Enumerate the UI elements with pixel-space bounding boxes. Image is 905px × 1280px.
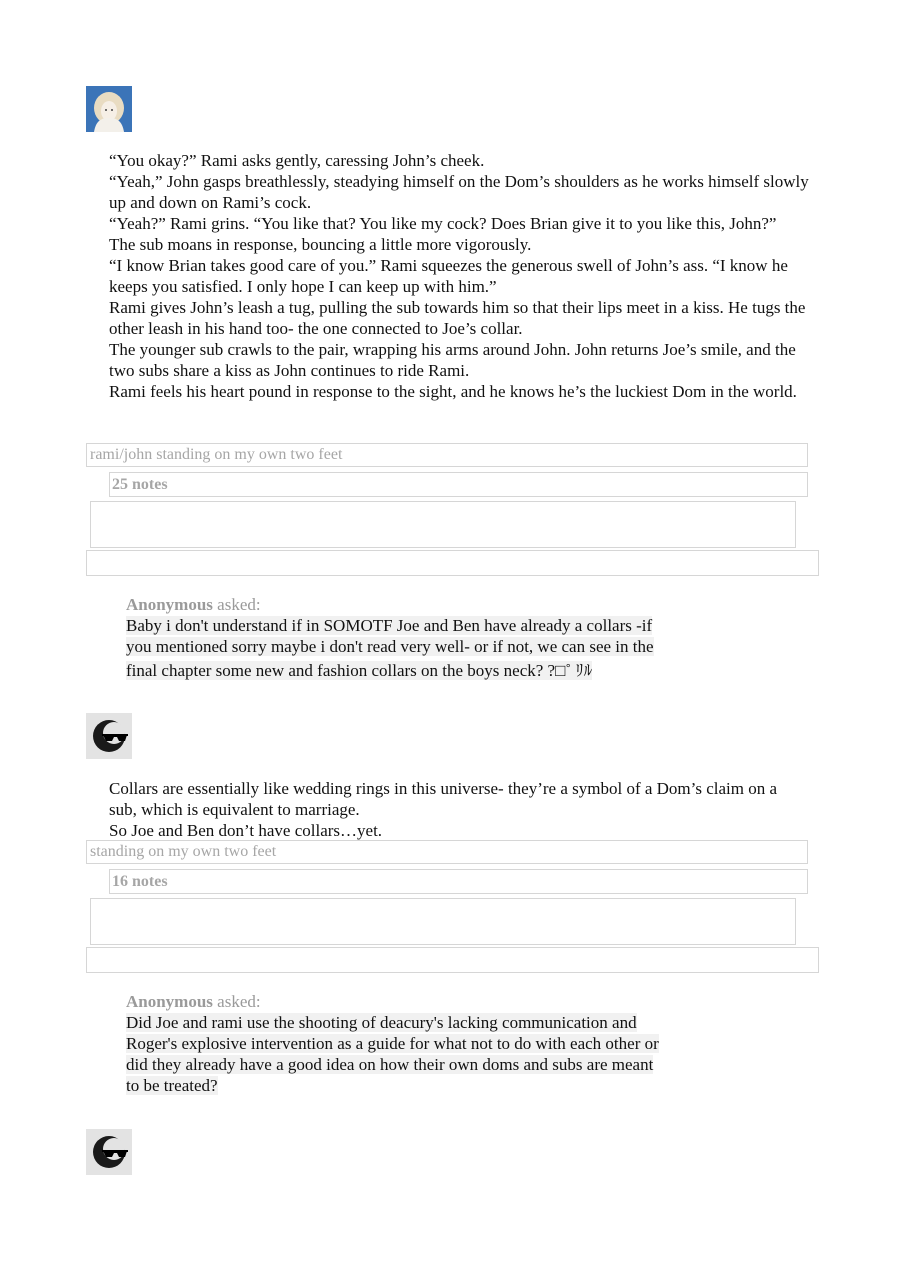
asker-line — [126, 991, 716, 1012]
paragraph: “Yeah,” John gasps breathlessly, steadying himself on the Dom’s shoulders as he works himself slowly up and down on Rami’s cock. — [109, 172, 809, 212]
post-2-footer-bar — [86, 947, 819, 973]
paragraph: Collars are essentially like wedding rings in this universe- they’re a symbol of a Dom’s claim on a sub, which is equivalent to marriage. — [109, 779, 778, 819]
post-1-embed-box — [90, 501, 796, 548]
post-2-tags[interactable]: standing on my own two feet — [86, 840, 808, 864]
paragraph: The younger sub crawls to the pair, wrapping his arms around John. John returns Joe’s smile, and the two subs share a kiss as John continues to ride Rami. — [109, 340, 796, 380]
asker-name[interactable]: Anonymous — [126, 595, 213, 614]
question-line: Baby i don't understand if in SOMOTF Joe and Ben have already a collars -if — [126, 616, 653, 635]
post-1-body — [109, 150, 809, 402]
paragraph: “Yeah?” Rami grins. “You like that? You like my cock? Does Brian give it to you like this, John?” — [109, 214, 777, 233]
question-line: did they already have a good idea on how their own doms and subs are meant — [126, 1055, 654, 1074]
portrait-avatar[interactable] — [86, 86, 132, 132]
post-2-body — [109, 778, 809, 841]
portrait-icon — [86, 86, 132, 132]
post-1-tags[interactable]: rami/john standing on my own two feet — [86, 443, 808, 467]
paragraph: “You okay?” Rami asks gently, caressing John’s cheek. — [109, 151, 485, 170]
paragraph: Rami feels his heart pound in response to the sight, and he knows he’s the luckiest Dom in the world. — [109, 382, 797, 401]
sunglasses-moon-avatar[interactable] — [86, 1129, 132, 1175]
ask-2 — [126, 991, 716, 1096]
paragraph: So Joe and Ben don’t have collars…yet. — [109, 821, 383, 840]
sunglasses-moon-icon — [86, 713, 132, 759]
asked-label: asked: — [217, 992, 261, 1011]
post-1-notes[interactable]: 25 notes — [109, 472, 808, 497]
post-2-notes[interactable]: 16 notes — [109, 869, 808, 894]
paragraph: Rami gives John’s leash a tug, pulling the sub towards him so that their lips meet in a kiss. He tugs the other leash in his hand too- the one connected to Joe’s collar. — [109, 298, 806, 338]
paragraph: “I know Brian takes good care of you.” Rami squeezes the generous swell of John’s ass. “I know he keeps you satisfied. I only hope I can keep up with him.” — [109, 256, 788, 296]
question-line: final chapter some new and fashion collars on the boys neck? ?□˚ ﾘﾙ — [126, 661, 593, 680]
sunglasses-moon-icon — [86, 1129, 132, 1175]
asked-label: asked: — [217, 595, 261, 614]
post-1-footer-bar — [86, 550, 819, 576]
question-line: to be treated? — [126, 1076, 218, 1095]
asker-name[interactable]: Anonymous — [126, 992, 213, 1011]
asker-line — [126, 594, 716, 615]
ask-1 — [126, 594, 716, 681]
question-line: you mentioned sorry maybe i don't read very well- or if not, we can see in the — [126, 637, 654, 656]
post-2-embed-box — [90, 898, 796, 945]
sunglasses-moon-avatar[interactable] — [86, 713, 132, 759]
question-line: Roger's explosive intervention as a guide for what not to do with each other or — [126, 1034, 659, 1053]
question-line: Did Joe and rami use the shooting of deacury's lacking communication and — [126, 1013, 637, 1032]
paragraph: The sub moans in response, bouncing a little more vigorously. — [109, 235, 532, 254]
